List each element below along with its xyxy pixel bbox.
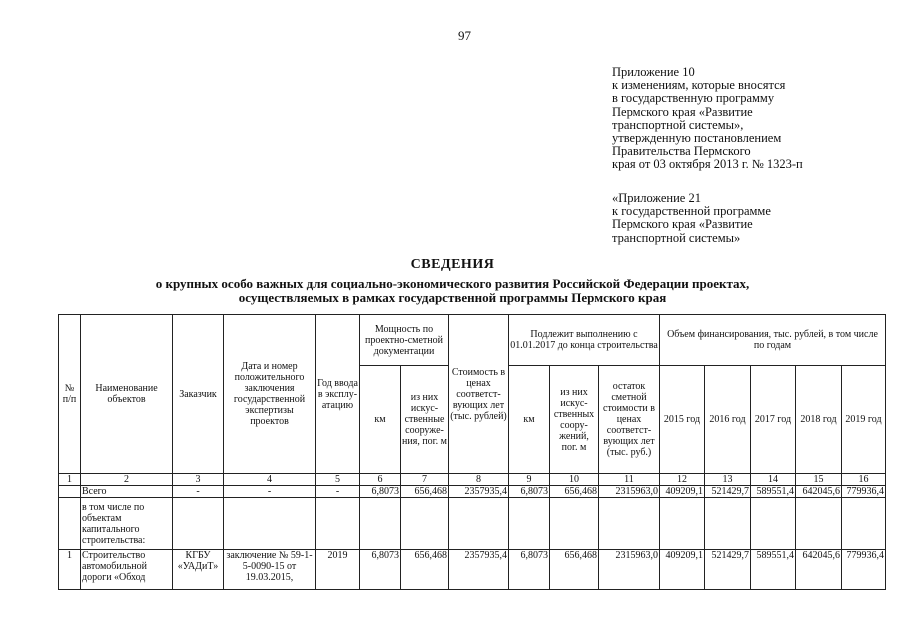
page-number: 97 — [458, 28, 471, 43]
column-number: 10 — [550, 474, 599, 486]
column-number: 12 — [660, 474, 705, 486]
document-title: СВЕДЕНИЯ — [410, 257, 495, 272]
appendix-note-line: к изменениям, которые вносятся — [612, 78, 786, 93]
cell-customer — [173, 498, 224, 550]
cell-y2016: 521429,7 — [705, 486, 751, 498]
cell-y2019: 779936,4 — [842, 486, 886, 498]
cell-y2016: 521429,7 — [705, 550, 751, 590]
cell-expertise — [224, 498, 316, 550]
column-number: 1 — [59, 474, 81, 486]
cell-num — [59, 486, 81, 498]
appendix-note-line: утвержденную постановлением — [612, 131, 782, 146]
header-year-2018: 2018 год — [796, 366, 842, 474]
appendix-note-line: края от 03 октября 2013 г. № 1323-п — [612, 157, 803, 172]
table-row — [59, 550, 886, 590]
cell-y2019 — [842, 498, 886, 550]
cell-rem-km: 6,8073 — [509, 486, 550, 498]
appendix-reference — [612, 192, 771, 245]
column-number: 11 — [599, 474, 660, 486]
appendix-note-line: Пермского края «Развитие — [612, 104, 753, 119]
cell-cap-km — [360, 498, 401, 550]
cell-cost — [449, 498, 509, 550]
cell-y2015 — [660, 498, 705, 550]
cell-year: 2019 — [316, 550, 360, 590]
cell-name: Строительство автомобильной дороги «Обход — [81, 550, 173, 590]
column-number: 15 — [796, 474, 842, 486]
column-number: 13 — [705, 474, 751, 486]
column-number: 5 — [316, 474, 360, 486]
cell-y2018: 642045,6 — [796, 550, 842, 590]
header-customer: Заказчик — [173, 315, 224, 474]
header-cost: Стоимость в ценах соответст-вующих лет (тыс. рублей) — [449, 315, 509, 474]
header-capacity-group: Мощность по проектно-сметной документации — [360, 315, 449, 366]
cell-name: Всего — [81, 486, 173, 498]
table-row — [59, 486, 886, 498]
appendix-note — [612, 66, 803, 172]
cell-num — [59, 498, 81, 550]
header-name: Наименование объектов — [81, 315, 173, 474]
cell-cap-struct: 656,468 — [401, 550, 449, 590]
column-number: 7 — [401, 474, 449, 486]
cell-cost: 2357935,4 — [449, 486, 509, 498]
header-rem-cost: остаток сметной стоимости в ценах соответст-вующих лет (тыс. руб.) — [599, 366, 660, 474]
cell-cap-struct — [401, 498, 449, 550]
cell-y2015: 409209,1 — [660, 486, 705, 498]
cell-y2019: 779936,4 — [842, 550, 886, 590]
header-expertise: Дата и номер положительного заключения государственной экспертизы проектов — [224, 315, 316, 474]
header-rem-struct: из них искус-ственных соору-жений, пог. м — [550, 366, 599, 474]
cell-y2017: 589551,4 — [751, 550, 796, 590]
header-num: № п/п — [59, 315, 81, 474]
cell-rem-km — [509, 498, 550, 550]
cell-customer: КГБУ «УАДиТ» — [173, 550, 224, 590]
table-row — [59, 498, 886, 550]
cell-num: 1 — [59, 550, 81, 590]
appendix-ref-line: Пермского края «Развитие — [612, 217, 753, 232]
cell-y2018 — [796, 498, 842, 550]
projects-table — [58, 314, 886, 590]
cell-rem-struct: 656,468 — [550, 550, 599, 590]
header-rem-km: км — [509, 366, 550, 474]
header-finance-group: Объем финансирования, тыс. рублей, в том числе по годам — [660, 315, 886, 366]
column-number: 16 — [842, 474, 886, 486]
column-number: 6 — [360, 474, 401, 486]
appendix-ref-line: транспортной системы» — [612, 230, 741, 245]
column-number: 2 — [81, 474, 173, 486]
cell-expertise: - — [224, 486, 316, 498]
cell-y2017: 589551,4 — [751, 486, 796, 498]
document-subtitle-line-2: осуществляемых в рамках государственной программы Пермского края — [238, 290, 667, 305]
cell-name: в том числе по объектам капитального строительства: — [81, 498, 173, 550]
cell-rem-cost: 2315963,0 — [599, 486, 660, 498]
header-year: Год ввода в эксплу-атацию — [316, 315, 360, 474]
cell-rem-struct — [550, 498, 599, 550]
column-number: 8 — [449, 474, 509, 486]
cell-cap-km: 6,8073 — [360, 486, 401, 498]
header-year-2015: 2015 год — [660, 366, 705, 474]
cell-year — [316, 498, 360, 550]
column-number: 9 — [509, 474, 550, 486]
cell-cap-km: 6,8073 — [360, 550, 401, 590]
column-number: 4 — [224, 474, 316, 486]
header-cap-km: км — [360, 366, 401, 474]
appendix-note-line: в государственную программу — [612, 91, 775, 106]
cell-y2018: 642045,6 — [796, 486, 842, 498]
cell-rem-struct: 656,468 — [550, 486, 599, 498]
cell-rem-km: 6,8073 — [509, 550, 550, 590]
column-number: 14 — [751, 474, 796, 486]
cell-customer: - — [173, 486, 224, 498]
cell-year: - — [316, 486, 360, 498]
appendix-note-line: транспортной системы», — [612, 117, 744, 132]
cell-cost: 2357935,4 — [449, 550, 509, 590]
header-year-2016: 2016 год — [705, 366, 751, 474]
header-remaining-group: Подлежит выполнению с 01.01.2017 до конца строительства — [509, 315, 660, 366]
appendix-ref-line: «Приложение 21 — [612, 191, 701, 205]
document-subtitle-line-1: о крупных особо важных для социально-экономического развития Российской Федерации проектах, — [155, 276, 750, 291]
cell-y2015: 409209,1 — [660, 550, 705, 590]
cell-y2016 — [705, 498, 751, 550]
cell-rem-cost — [599, 498, 660, 550]
cell-cap-struct: 656,468 — [401, 486, 449, 498]
cell-expertise: заключение № 59-1-5-0090-15 от 19.03.2015, — [224, 550, 316, 590]
cell-rem-cost: 2315963,0 — [599, 550, 660, 590]
appendix-note-line: Приложение 10 — [612, 65, 695, 79]
appendix-ref-line: к государственной программе — [612, 204, 771, 219]
header-year-2019: 2019 год — [842, 366, 886, 474]
appendix-note-line: Правительства Пермского — [612, 144, 751, 159]
header-cap-struct: из них искус-ственные сооруже-ния, пог. м — [401, 366, 449, 474]
column-number: 3 — [173, 474, 224, 486]
header-year-2017: 2017 год — [751, 366, 796, 474]
cell-y2017 — [751, 498, 796, 550]
